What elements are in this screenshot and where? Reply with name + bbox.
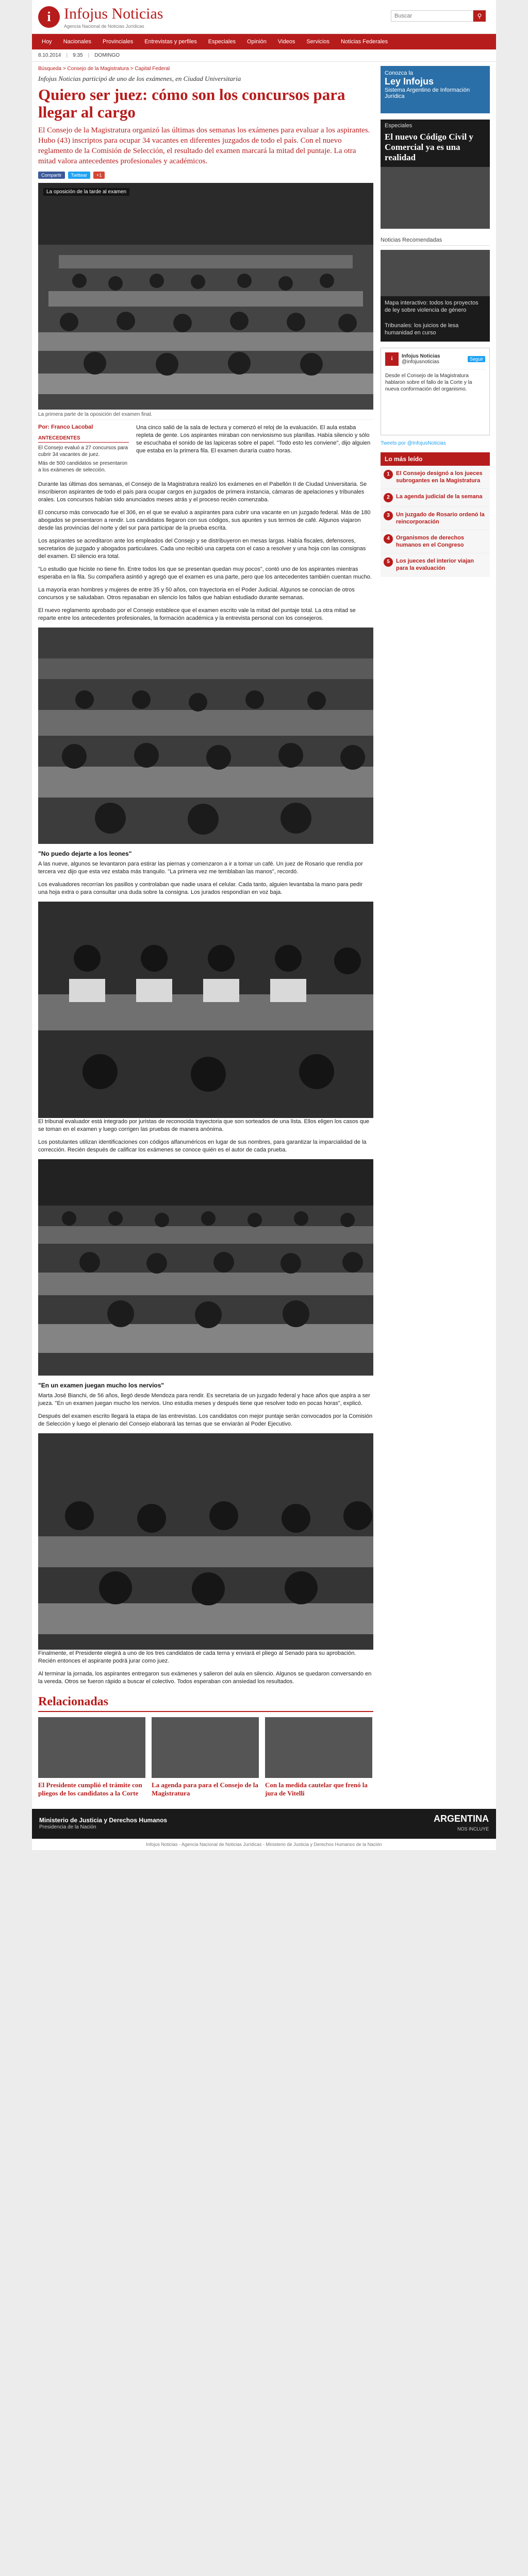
article-body-section-3 [38,1392,373,1428]
special-head: Especiales [385,123,412,129]
footer-ministry-sub: Presidencia de la Nación [39,1824,96,1830]
logo-text: Infojus Noticias [64,5,163,22]
byline-row [38,424,373,476]
antecedente-item[interactable]: Más de 500 candidatos se presentaron a los exámenes de selección. [38,461,127,473]
most-read-item[interactable] [381,553,490,577]
nav-item[interactable]: Opinión [246,39,267,45]
twitter-feed: Desde el Consejo de la Magistratura hablaron sobre el fallo de la Corte y la nueva conformación del organismo. [385,369,485,431]
related-headline[interactable]: Con la medida cautelar que frenó la jura de Vitelli [265,1781,368,1797]
header-search [391,10,486,22]
site-footer [32,1809,496,1839]
laptops-photo [38,902,373,1118]
article-body-section-3b [38,1650,373,1686]
current-day: DOMINGO [94,53,120,58]
most-read-rank: 3 [384,511,393,520]
most-read-item[interactable] [381,507,490,530]
article-paragraph: El tribunal evaluador está integrado por juristas de reconocida trayectoria que son sorteados de una lista. Ellos eligen los casos que se toman en el examen y luego corrigen las pruebas de manera anónima. [38,1118,370,1132]
follow-button[interactable]: Seguir [468,356,485,362]
nav-item[interactable]: Provinciales [102,39,134,45]
antecedente-item[interactable]: El Consejo evaluó a 27 concursos para cubrir 34 vacantes de juez. [38,445,128,457]
footer-ministry-title: Ministerio de Justicia y Derechos Humanos [39,1817,168,1824]
main-photo [38,183,373,410]
photo-overlay-text: La oposición de la tarde al examen [43,188,129,196]
most-read-headline[interactable]: Organismos de derechos humanos en el Congreso [396,535,465,548]
most-read-headline[interactable]: La agenda judicial de la semana [396,494,483,500]
search-input[interactable] [391,10,473,22]
infojus-ad-banner[interactable] [381,66,490,113]
candidates-photo [38,1433,373,1650]
breadcrumb[interactable]: Búsqueda > Consejo de la Magistratura > Capital Federal [38,66,170,72]
twitter-link[interactable]: Tweets por @InfojusNoticias [381,440,446,446]
separator: | [66,53,68,58]
date-bar [32,49,496,62]
avatar[interactable]: i [385,352,399,366]
most-read-item[interactable] [381,530,490,553]
nav-item[interactable]: Videos [277,39,295,45]
related-card[interactable] [152,1717,259,1798]
subhead-1: "No puedo dejarte a los leones" [38,850,132,857]
most-read-item[interactable] [381,489,490,507]
article-paragraph: A las nueve, algunos se levantaron para estirar las piernas y comenzaron a ir a tomar un café. Un juez de Rosario que rendía por tercera vez dijo que esta vez estaba más tranquilo. "La primera vez me temblaban las manos", recordó. [38,861,363,875]
related-card[interactable] [38,1717,145,1798]
article-paragraph: Los postulantes utilizan identificaciones con códigos alfanuméricos en lugar de sus nombres, para garantizar la imparcialidad de la corrección. Recién después de calificar los exámenes se conoce quién es el autor de cada prueba. [38,1139,367,1153]
search-icon[interactable]: ⚲ [473,10,486,22]
footer-legal: Infojus Noticias - Agencia Nacional de Noticias Jurídicas - Ministerio de Justicia y Derechos Humanos de la Nación [32,1839,496,1850]
current-time: 9:35 [73,53,83,58]
nav-item[interactable]: Servicios [306,39,329,45]
related-card[interactable] [265,1717,372,1798]
article-photo-2 [38,628,373,844]
ad-title: Ley Infojus [385,76,434,87]
footer-argentina-title: ARGENTINA [434,1814,489,1824]
article-paragraph: Al terminar la jornada, los aspirantes entregaron sus exámenes y salieron del aula en silencio. Algunos se quedaron conversando en la vereda. Otros se fueron rápido a buscar el colectivo. Todos esperaban con ansiedad los resultados. [38,1671,372,1685]
site-header [32,0,496,34]
article-photo-5 [38,1433,373,1650]
share-bar [38,172,373,179]
photo-caption: La primera parte de la oposición del examen final. [38,410,373,420]
recommended-image[interactable] [381,250,490,296]
footer-argentina[interactable] [434,1814,489,1834]
most-read-head: Lo más leído [381,452,490,466]
most-read-headline[interactable]: Los jueces del interior viajan para la evaluación [396,558,474,571]
article-body-section-2b [38,1118,373,1154]
special-title[interactable]: El nuevo Código Civil y Comercial ya es una realidad [385,132,473,162]
article-paragraph: El nuevo reglamento aprobado por el Consejo establece que el examen escrito vale la mitad del puntaje total. La otra mitad se reparte entre los antecedentes profesionales, la formación académica y la entrevista personal con los consejeros. [38,607,356,621]
related-grid [38,1717,373,1798]
related-title: Relacionadas [38,1695,373,1712]
recommended-block[interactable] [381,250,490,342]
article-kicker: Infojus Noticias participó de uno de los exámenes, en Ciudad Universitaria [38,75,241,82]
article-paragraph: "Lo estudio que hiciste no tiene fin. Entre todos los que se presentan quedan muy pocos", contó uno de los aspirantes mientras esperaba en la fila. Su compañera asintió y agregó que el examen es una parte, pero que los antecedentes también cuentan mucho. [38,566,372,580]
twitter-user[interactable]: @infojusnoticias [402,359,439,365]
site-logo[interactable] [38,5,163,29]
related-image[interactable] [38,1717,145,1778]
logo-tagline: Agencia Nacional de Noticias Jurídicas [64,24,144,29]
article-paragraph: Después del examen escrito llegará la etapa de las entrevistas. Los candidatos con mejor puntaje serán convocados por la Comisión de Selección y luego el plenario del Consejo elaborará las ternas que se enviarán al Poder Ejecutivo. [38,1413,373,1427]
twitter-widget [381,348,490,435]
most-read-rank: 5 [384,557,393,567]
author-box [38,424,129,476]
google-plus-button[interactable]: +1 [93,172,105,179]
most-read-rank: 4 [384,534,393,544]
facebook-share-button[interactable]: Compartir [38,172,65,179]
article-column [38,66,373,1798]
article-photo-4 [38,1159,373,1376]
content-columns [32,62,496,1798]
related-headline[interactable]: La agenda para para el Consejo de la Magistratura [152,1781,258,1797]
most-read-rank: 1 [384,470,393,479]
related-image[interactable] [152,1717,259,1778]
special-image[interactable] [381,167,490,229]
room-wide-photo [38,1159,373,1376]
subhead-2: "En un examen juegan mucho los nervios" [38,1382,164,1389]
antecedentes-title: ANTECEDENTES [38,435,129,443]
article-lead: El Consejo de la Magistratura organizó las últimas dos semanas los exámenes para evaluar a los aspirantes. Hubo (43) inscriptos para ocupar 34 vacantes en diferentes juzgados de todo el país. Con el nuevo reglamento de la Comisión de Selección, el resultado del examen marcará la mitad del puntaje. La otra mitad valora antecedentes profesionales y académicos. [38,126,370,165]
article-body-section-2 [38,860,373,896]
twitter-name[interactable]: Infojus Noticias [402,353,440,359]
article-paragraph: Los evaluadores recorrían los pasillos y controlaban que nadie usara el celular. Cada tanto, alguien levantaba la mano para pedir una hoja extra o para consultar una duda sobre la consigna. Los jurados respondían en voz baja. [38,882,363,895]
most-read-headline[interactable]: El Consejo designó a los jueces subrogantes en la Magistratura [396,470,483,484]
logo-mark: i [38,6,60,28]
recommended-item[interactable]: Tribunales: los juicios de lesa humanidad en curso [385,323,459,336]
article-title: Quiero ser juez: cómo son los concursos para llegar al cargo [38,86,345,121]
exam-room-photo [38,183,373,410]
exam-tables-photo [38,628,373,844]
related-headline[interactable]: El Presidente cumplió el trámite con pliegos de los candidatos a la Corte [38,1781,142,1797]
article-intro: Una cinco salió de la sala de lectura y comenzó el reloj de la evaluación. El aula estaba repleta de gente. Los aspirantes miraban con nerviosismo sus planillas. Había silencio y sólo se escuchaba el sonido de las lapiceras sobre el papel. "Todo esto les conviene", dijo alguien que estaba en la primera fila. El examen duraría cuatro horas. [136,425,371,454]
article-paragraph: Finalmente, el Presidente elegirá a uno de los tres candidatos de cada terna y enviará el pliego al Senado para su aprobación. Recién entonces el aspirante podrá jurar como juez. [38,1650,356,1664]
footer-argentina-sub: NOS INCLUYE [457,1826,489,1832]
footer-ministry[interactable] [39,1817,167,1831]
ad-line-2: Sistema Argentino de Información Jurídica [385,87,470,99]
most-read-item[interactable] [381,466,490,489]
twitter-share-button[interactable]: Twittear [68,172,91,179]
special-block[interactable] [381,120,490,229]
recommended-item[interactable]: Mapa interactivo: todos los proyectos de ley sobre violencia de género [385,300,478,313]
nav-item[interactable]: Entrevistas y perfiles [144,39,197,45]
most-read-headline[interactable]: Un juzgado de Rosario ordenó la reincorporación [396,512,485,525]
twitter-header [385,352,485,366]
main-nav [32,34,496,49]
article-paragraph: La mayoría eran hombres y mujeres de entre 35 y 50 años, con trayectoria en el Poder Judicial. Algunos se conocían de otros concursos y se saludaban. Otros repasaban en silencio los fallos que habían estudiado durante semanas. [38,587,355,601]
site-wrapper [32,0,496,1850]
related-image[interactable] [265,1717,372,1778]
article-paragraph: Marta José Bianchi, de 56 años, llegó desde Mendoza para rendir. Es secretaria de un juzgado federal y hace años que aspira a ser jueza. "En un examen juegan mucho los nervios. Uno estudia meses y después tiene que resolver todo en pocas horas", explicó. [38,1393,370,1406]
ad-line-1: Conozca la [385,70,414,76]
sidebar [381,66,490,1798]
separator: | [88,53,90,58]
recommended-head: Noticias Recomendadas [381,235,490,246]
article-paragraph: El concurso más convocado fue el 306, en el que se evaluó a aspirantes para cubrir una vacante en un juzgado federal. Más de 180 abogados se presentaron a rendir. Los candidatos llegaron con sus códigos, sus apuntes y sus termos de café. Algunos viajaron desde las provincias del norte y del sur para participar de la prueba escrita. [38,510,371,531]
article-paragraph: Los aspirantes se acreditaron ante los empleados del Consejo y se distribuyeron en mesas largas. Había fiscales, defensores, secretarios de juzgado y abogados particulares. Cada uno recibió una carpeta con el caso a resolver y una hoja con las consignas del examen. El silencio era total. [38,538,366,560]
nav-item[interactable]: Nacionales [63,39,91,45]
nav-item[interactable]: Especiales [208,39,236,45]
nav-item[interactable]: Hoy [42,39,52,45]
article-photo-3 [38,902,373,1118]
article-author[interactable]: Por: Franco Lacobal [38,424,93,430]
most-read-rank: 2 [384,493,393,502]
current-date: 8.10.2014 [38,53,61,58]
article-body-section-1 [38,481,373,622]
article-paragraph: Durante las últimas dos semanas, el Consejo de la Magistratura realizó los exámenes en el Pabellón II de Ciudad Universitaria. Se inscribieron aspirantes de todo el país para ocupar cargos en juzgados de primera instancia, cámaras de apelaciones y tribunales orales. Los concursos habían sido anunciados meses atrás y el proceso recién comenzaba. [38,481,367,503]
most-read-list [381,466,490,577]
nav-item[interactable]: Noticias Federales [340,39,388,45]
